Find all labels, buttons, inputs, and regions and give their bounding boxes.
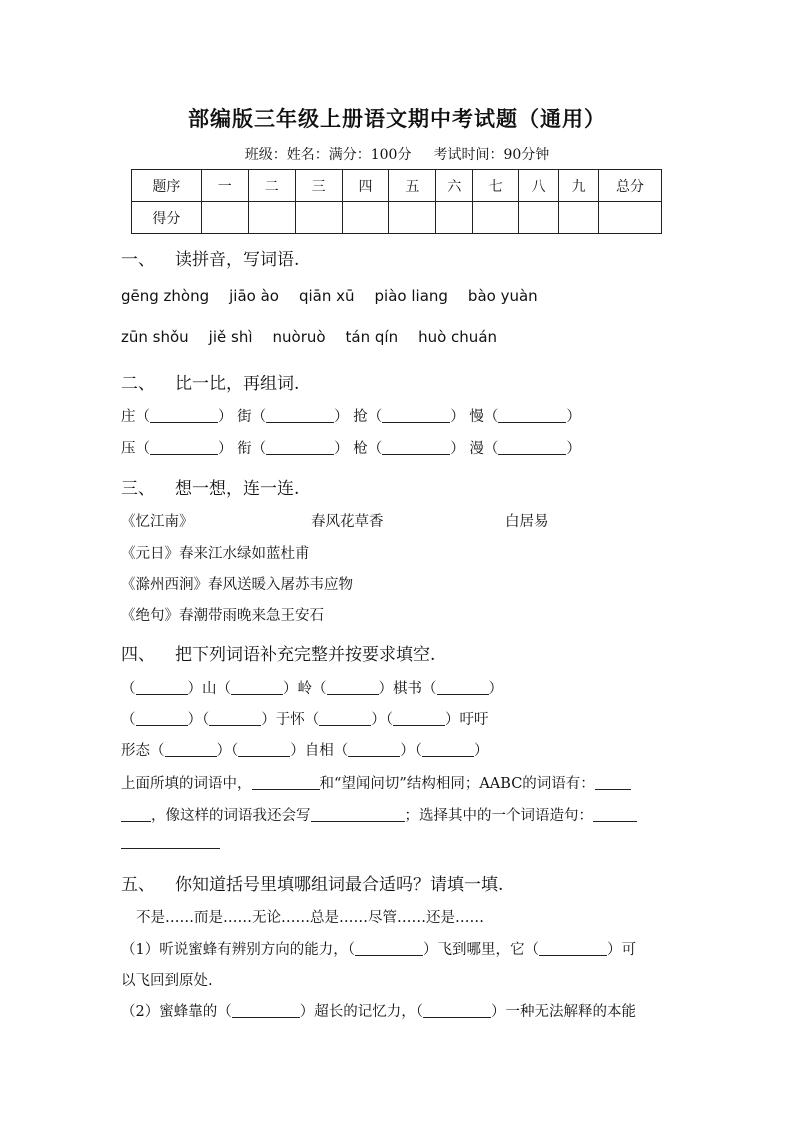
section-title: 你知道括号里填哪组词最合适吗？请填一填. bbox=[175, 875, 504, 895]
score-table-header-row bbox=[132, 170, 662, 202]
section-4-heading bbox=[121, 640, 435, 665]
section-number: 三、 bbox=[121, 479, 155, 499]
answer-blank[interactable] bbox=[209, 711, 261, 727]
exam-info-right: 考试时间：90分钟 bbox=[433, 147, 550, 163]
score-cell[interactable] bbox=[436, 202, 473, 234]
score-header: 四 bbox=[342, 170, 389, 202]
pinyin-item: gēng zhòng bbox=[121, 287, 210, 305]
poem-title: 《忆江南》 bbox=[121, 514, 194, 530]
pinyin-item: huò chuán bbox=[418, 328, 498, 346]
character: 枪 bbox=[353, 441, 368, 457]
score-table-score-row bbox=[132, 202, 662, 234]
section-title: 读拼音，写词语. bbox=[175, 250, 300, 270]
idiom-row-2: （ ）（ ）于怀（ ）（ ）吁吁 bbox=[121, 712, 489, 728]
pinyin-item: zūn shǒu bbox=[121, 328, 189, 346]
score-cell[interactable] bbox=[342, 202, 389, 234]
answer-blank[interactable] bbox=[539, 941, 607, 957]
score-table bbox=[131, 169, 662, 234]
score-header: 一 bbox=[201, 170, 248, 202]
character: 街 bbox=[237, 409, 252, 425]
idiom-row-1: （ ）山（ ）岭（ ）棋书（ ） bbox=[121, 681, 503, 697]
score-cell[interactable] bbox=[599, 202, 662, 234]
pinyin-item: jiě shì bbox=[208, 328, 253, 346]
score-header: 五 bbox=[389, 170, 436, 202]
pinyin-item: jiāo ào bbox=[229, 287, 279, 305]
answer-blank[interactable] bbox=[498, 440, 566, 456]
score-header: 八 bbox=[519, 170, 559, 202]
score-cell[interactable] bbox=[559, 202, 599, 234]
answer-blank[interactable] bbox=[136, 680, 188, 696]
exam-info bbox=[0, 144, 794, 164]
pinyin-item: piào liang bbox=[374, 287, 448, 305]
score-header: 六 bbox=[436, 170, 473, 202]
answer-blank[interactable] bbox=[150, 440, 218, 456]
answer-blank[interactable] bbox=[595, 775, 631, 791]
answer-blank[interactable] bbox=[231, 680, 283, 696]
score-row-label: 得分 bbox=[132, 202, 202, 234]
answer-blank[interactable] bbox=[327, 680, 379, 696]
score-cell[interactable] bbox=[295, 202, 342, 234]
score-header: 题序 bbox=[132, 170, 202, 202]
answer-blank[interactable] bbox=[266, 440, 334, 456]
page-title: 部编版三年级上册语文期中考试题（通用） bbox=[188, 106, 606, 131]
answer-blank[interactable] bbox=[150, 408, 218, 424]
answer-blank[interactable] bbox=[498, 408, 566, 424]
character: 庄 bbox=[121, 409, 136, 425]
pinyin-item: nuòruò bbox=[272, 328, 326, 346]
fill-paragraph-line-1: 上面所填的词语中， 和“望闻问切”结构相同；AABC的词语有： bbox=[121, 772, 631, 793]
question-1-continued: 以飞回到原处. bbox=[121, 973, 213, 989]
answer-blank[interactable] bbox=[136, 711, 188, 727]
character: 衔 bbox=[237, 441, 252, 457]
section-3-heading bbox=[121, 474, 299, 499]
question-1: （1）听说蜜蜂有辨别方向的能力，（ ）飞到哪里，它（ ）可 bbox=[121, 942, 636, 958]
section-title: 比一比，再组词. bbox=[175, 374, 300, 394]
match-line: 《元日》春来江水绿如蓝杜甫 bbox=[121, 546, 310, 562]
section-5-heading bbox=[121, 870, 503, 895]
section-number: 一、 bbox=[121, 250, 155, 270]
answer-blank[interactable] bbox=[422, 742, 474, 758]
answer-blank[interactable] bbox=[423, 1003, 491, 1019]
poem-line: 春风花草香 bbox=[311, 514, 384, 530]
pinyin-item: tán qín bbox=[345, 328, 399, 346]
section-number: 二、 bbox=[121, 374, 155, 394]
answer-blank[interactable] bbox=[437, 680, 489, 696]
exam-info-left: 班级：姓名：满分：100分 bbox=[244, 147, 412, 163]
answer-blank[interactable] bbox=[355, 941, 423, 957]
score-header: 七 bbox=[473, 170, 519, 202]
answer-blank[interactable] bbox=[121, 807, 151, 823]
answer-blank[interactable] bbox=[382, 440, 450, 456]
answer-blank[interactable] bbox=[238, 742, 290, 758]
score-header: 三 bbox=[295, 170, 342, 202]
score-cell[interactable] bbox=[248, 202, 295, 234]
character: 漫 bbox=[469, 441, 484, 457]
pinyin-item: bào yuàn bbox=[467, 287, 538, 305]
answer-blank[interactable] bbox=[165, 742, 217, 758]
score-cell[interactable] bbox=[473, 202, 519, 234]
pinyin-item: qiān xū bbox=[298, 287, 355, 305]
answer-blank[interactable] bbox=[252, 775, 320, 791]
compare-row-2: 压（ ） 衔（ ） 枪（ ） 漫（ ） bbox=[121, 441, 581, 457]
character: 慢 bbox=[469, 409, 484, 425]
word-options: 不是……而是……无论……总是……尽管……还是…… bbox=[136, 910, 484, 926]
answer-blank[interactable] bbox=[348, 742, 400, 758]
idiom-row-3: 形态（ ）（ ）自相（ ）（ ） bbox=[121, 743, 489, 759]
score-cell[interactable] bbox=[201, 202, 248, 234]
pinyin-row-2 bbox=[121, 328, 517, 346]
answer-blank[interactable] bbox=[593, 807, 637, 823]
score-cell[interactable] bbox=[389, 202, 436, 234]
answer-blank[interactable] bbox=[266, 408, 334, 424]
answer-blank[interactable] bbox=[311, 807, 405, 823]
answer-blank[interactable] bbox=[232, 1003, 300, 1019]
match-line: 《滁州西涧》春风送暖入屠苏韦应物 bbox=[121, 577, 353, 593]
answer-blank[interactable] bbox=[319, 711, 371, 727]
fill-paragraph-line-2: ，像这样的词语我还会写 ；选择其中的一个词语造句： bbox=[121, 804, 637, 825]
score-header: 总分 bbox=[599, 170, 662, 202]
section-1-heading bbox=[121, 245, 299, 270]
character: 压 bbox=[121, 441, 136, 457]
answer-blank[interactable] bbox=[393, 711, 445, 727]
answer-blank[interactable] bbox=[382, 408, 450, 424]
match-line: 《绝句》春潮带雨晚来急王安石 bbox=[121, 608, 324, 624]
pinyin-row-1 bbox=[121, 287, 558, 305]
score-header: 二 bbox=[248, 170, 295, 202]
section-title: 把下列词语补充完整并按要求填空. bbox=[175, 645, 436, 665]
section-number: 五、 bbox=[121, 875, 155, 895]
section-number: 四、 bbox=[121, 645, 155, 665]
character: 抢 bbox=[353, 409, 368, 425]
score-header: 九 bbox=[559, 170, 599, 202]
section-title: 想一想，连一连. bbox=[175, 479, 300, 499]
section-2-heading bbox=[121, 369, 299, 394]
question-2: （2）蜜蜂靠的（ ）超长的记忆力，（ ）一种无法解释的本能 bbox=[121, 1004, 636, 1020]
sentence-answer-line[interactable] bbox=[121, 848, 220, 849]
score-cell[interactable] bbox=[519, 202, 559, 234]
compare-row-1: 庄（ ） 街（ ） 抢（ ） 慢（ ） bbox=[121, 409, 581, 425]
poem-author: 白居易 bbox=[505, 514, 549, 530]
